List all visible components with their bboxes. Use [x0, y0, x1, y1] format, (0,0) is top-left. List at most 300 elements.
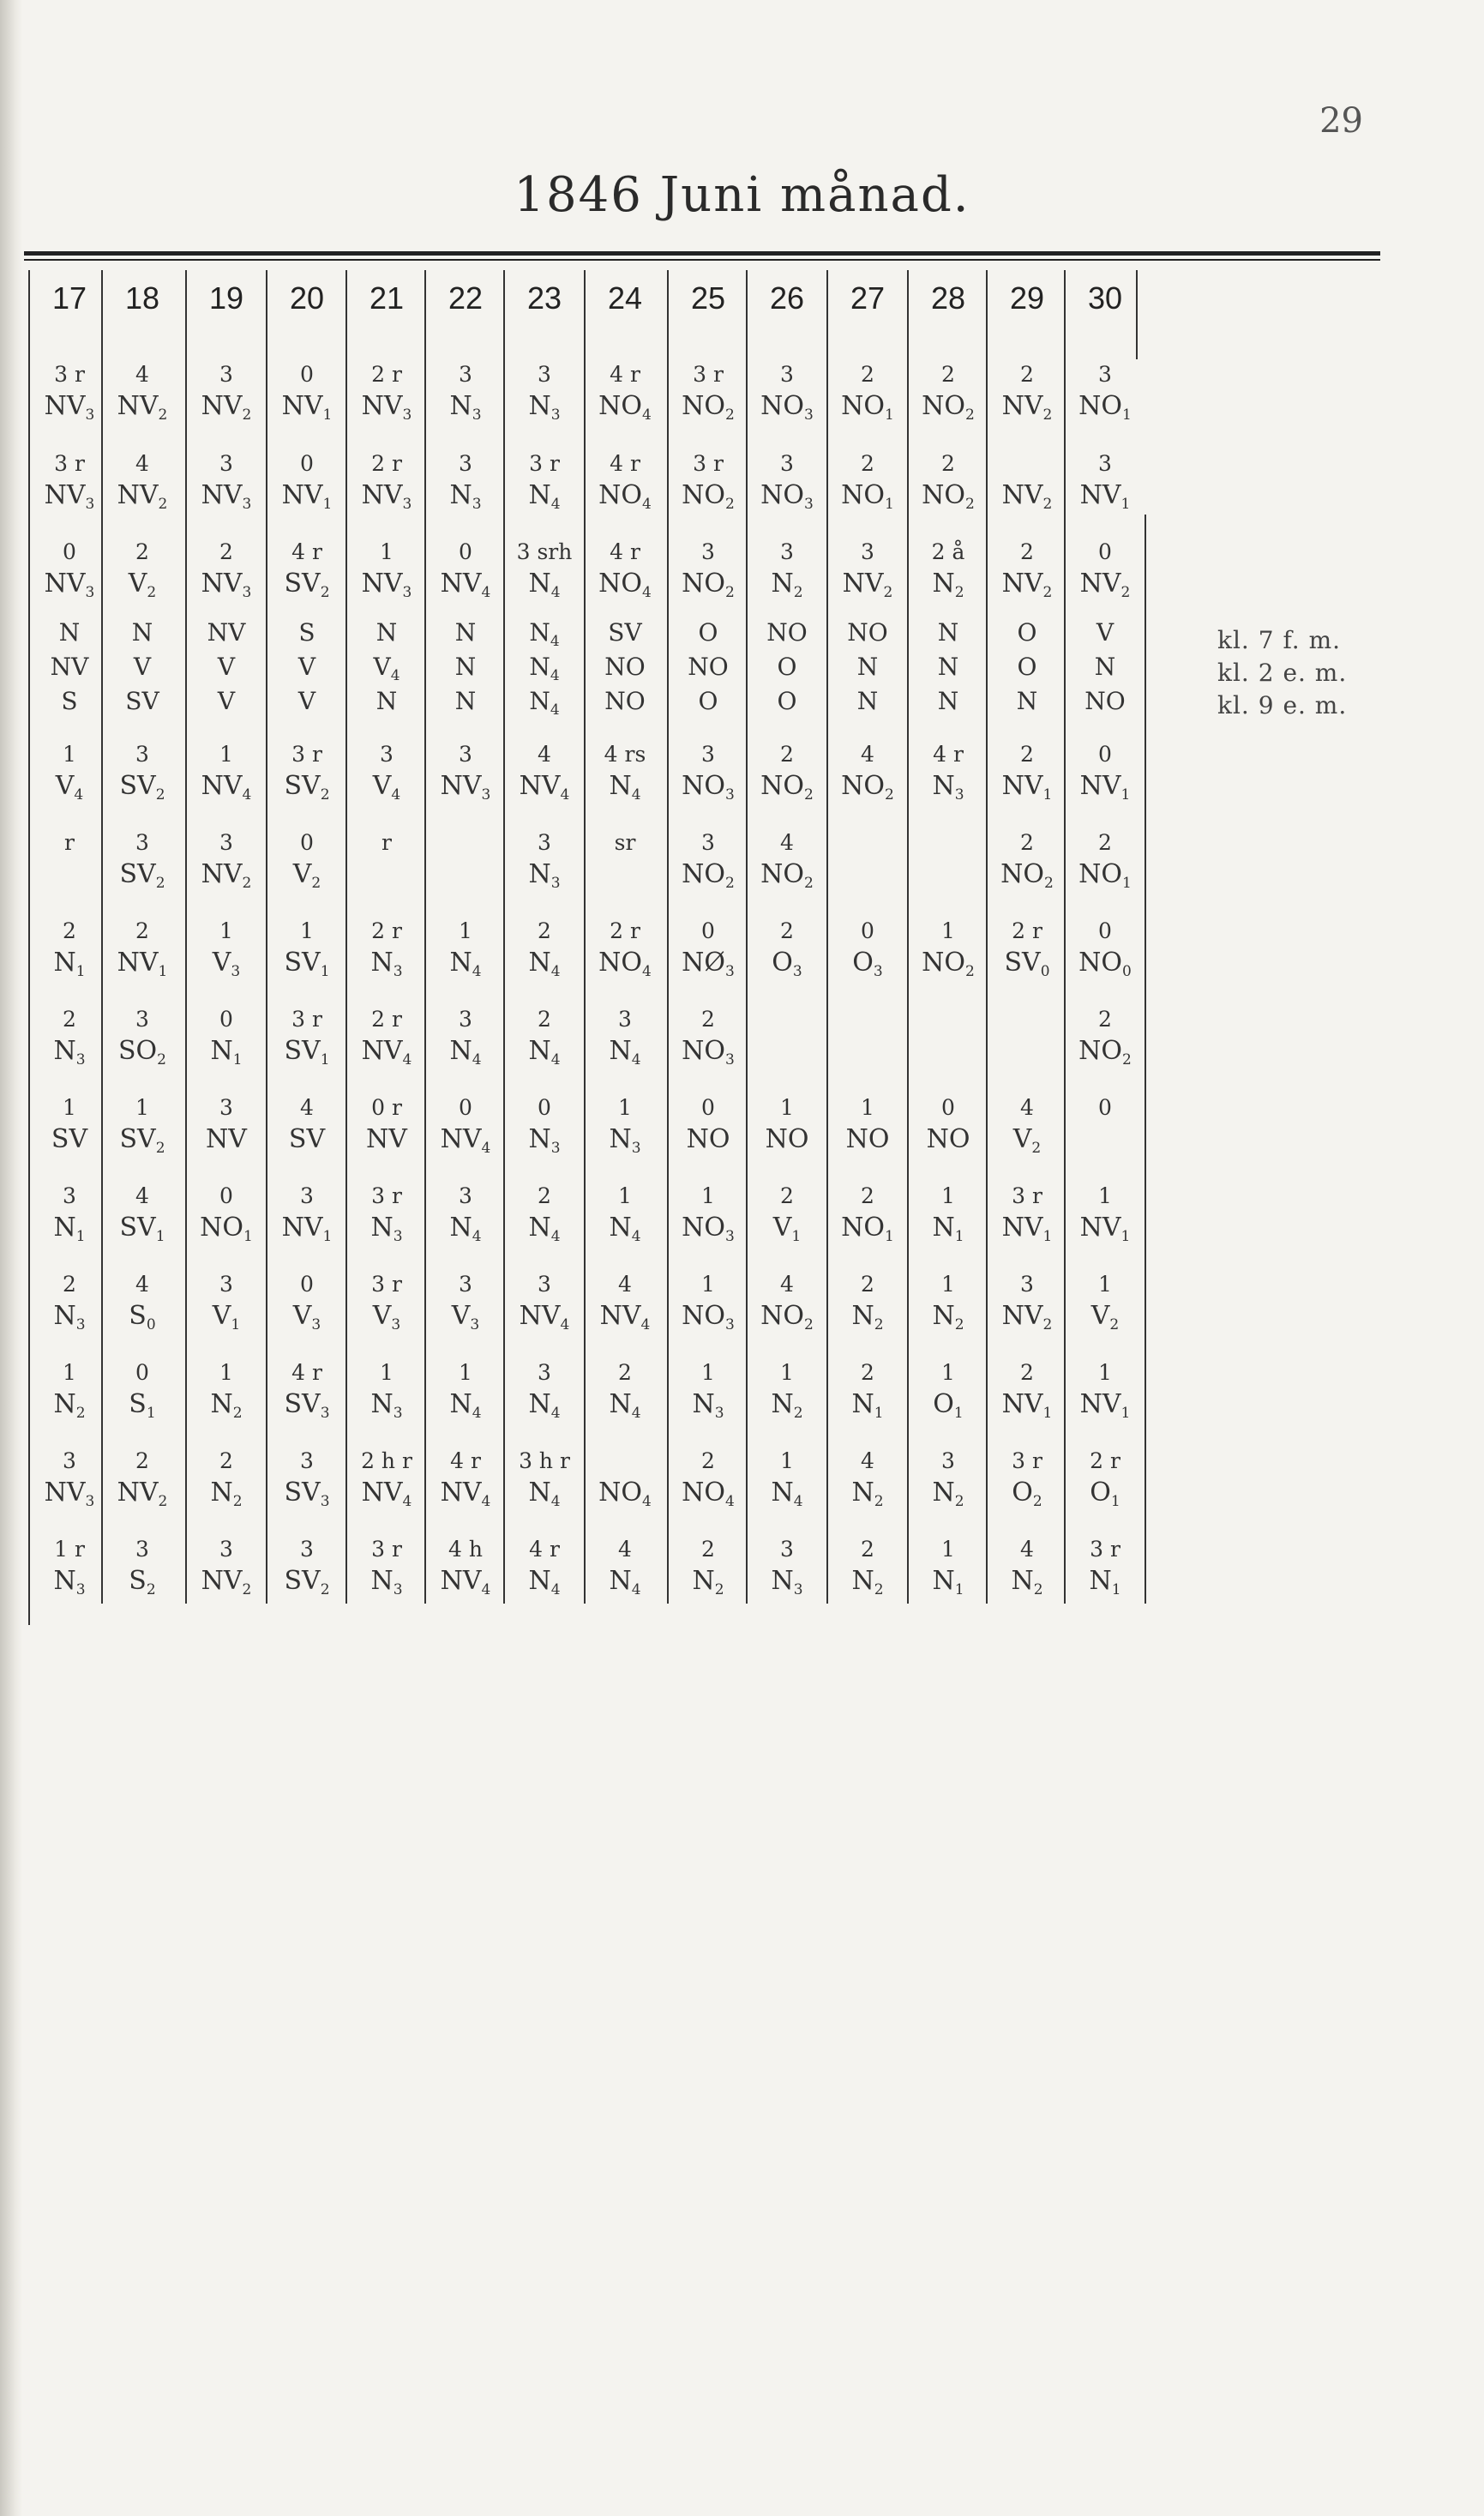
- cell-force: 0: [300, 451, 314, 476]
- table-cell: [669, 538, 748, 601]
- cell-force: 3 r: [529, 451, 560, 476]
- cell-wind-direction: $N_2$: [771, 1389, 803, 1422]
- cell-wind-direction: $N_4$: [449, 948, 482, 980]
- table-cell: [669, 650, 748, 684]
- cell-wind-direction: $N_4$: [528, 948, 561, 980]
- table-cell: [426, 1535, 505, 1598]
- cell-wind-direction: $NO_2$: [760, 771, 814, 804]
- cell-force: 1: [941, 1360, 955, 1385]
- cell-wind-direction: O: [777, 687, 797, 715]
- cell-force: 1: [861, 1095, 874, 1120]
- cell-wind-direction: $NV_4$: [440, 1566, 491, 1598]
- table-cell: [988, 1270, 1066, 1333]
- table-cell: [909, 360, 988, 424]
- table-cell: [988, 740, 1066, 804]
- table-cell: [103, 1270, 182, 1333]
- table-cell: [669, 1535, 748, 1598]
- column-header-21: 21: [369, 280, 405, 316]
- cell-force: 2: [219, 539, 233, 564]
- cell-force: 2: [861, 1183, 874, 1208]
- table-cell: [30, 917, 109, 980]
- cell-force: 3 r: [371, 1537, 402, 1562]
- cell-wind-direction: $V_2$: [292, 859, 321, 892]
- cell-wind-direction: $NV_1$: [1079, 771, 1131, 804]
- table-cell: [748, 449, 826, 513]
- table-cell: [669, 616, 748, 650]
- cell-force: 4: [618, 1537, 632, 1562]
- cell-wind-direction: $N_3$: [449, 391, 482, 424]
- table-cell: [347, 828, 426, 892]
- cell-wind-direction: $NO_4$: [598, 391, 652, 424]
- table-cell: [828, 538, 907, 601]
- table-cell: [103, 1005, 182, 1068]
- table-cell: [505, 616, 584, 650]
- table-cell: [103, 449, 182, 513]
- cell-force: 4: [861, 742, 874, 767]
- table-cell: [586, 449, 664, 513]
- table-cell: [669, 740, 748, 804]
- cell-wind-direction: V: [217, 687, 236, 715]
- cell-force: [828, 828, 907, 858]
- cell-wind-direction: $NO_2$: [760, 1301, 814, 1333]
- cell-force: 3: [1098, 451, 1112, 476]
- cell-force: 2: [63, 1272, 76, 1297]
- table-cell: [669, 1182, 748, 1245]
- table-cell: [267, 1535, 346, 1598]
- cell-force: 4 r: [291, 1360, 322, 1385]
- column-header-17: 17: [51, 280, 87, 316]
- table-cell: [909, 684, 988, 719]
- cell-wind-direction: $SV_0$: [1004, 948, 1050, 980]
- cell-wind-direction: SV: [288, 1124, 326, 1154]
- cell-force: 3: [135, 1537, 149, 1562]
- cell-wind-direction: $NO_2$: [682, 391, 735, 424]
- cell-force: 1: [1098, 1360, 1112, 1385]
- column-header-20: 20: [289, 280, 325, 316]
- time-note-evening: kl. 9 e. m.: [1217, 691, 1348, 719]
- cell-force: 1: [219, 1360, 233, 1385]
- cell-force: 2 r: [1012, 918, 1042, 943]
- cell-wind-direction: NV: [207, 618, 246, 647]
- cell-force: 0: [701, 918, 715, 943]
- cell-wind-direction: [828, 858, 907, 892]
- table-cell: [347, 1447, 426, 1510]
- table-cell: [909, 828, 988, 892]
- cell-force: 3 r: [1012, 1183, 1042, 1208]
- table-cell: [828, 650, 907, 684]
- cell-wind-direction: $S_2$: [129, 1566, 156, 1598]
- cell-force: 3: [219, 362, 233, 387]
- cell-wind-direction: $NV_2$: [1079, 569, 1131, 601]
- cell-wind-direction: $N_4$: [609, 1566, 641, 1598]
- column-header-26: 26: [769, 280, 805, 316]
- cell-wind-direction: $N_2$: [53, 1389, 86, 1422]
- table-cell: [748, 740, 826, 804]
- table-cell: [347, 1182, 426, 1245]
- table-cell: [586, 684, 664, 719]
- cell-wind-direction: $N_3$: [53, 1301, 86, 1333]
- cell-wind-direction: $N_1$: [53, 1213, 86, 1245]
- table-cell: [30, 616, 109, 650]
- cell-wind-direction: V: [297, 687, 316, 715]
- cell-wind-direction: $NV_3$: [361, 391, 412, 424]
- cell-force: 1: [459, 1360, 472, 1385]
- cell-force: [988, 1005, 1066, 1034]
- table-cell: [347, 616, 426, 650]
- cell-wind-direction: $V_3$: [451, 1301, 480, 1333]
- table-cell: [426, 740, 505, 804]
- table-cell: [187, 650, 266, 684]
- table-cell: [426, 1093, 505, 1157]
- cell-force: 1: [618, 1095, 632, 1120]
- cell-force: 1 r: [54, 1537, 85, 1562]
- table-cell: [30, 360, 109, 424]
- cell-force: r: [382, 830, 392, 855]
- table-cell: [909, 1093, 988, 1157]
- cell-force: 4: [1020, 1095, 1034, 1120]
- cell-wind-direction: $N_4$: [609, 1389, 641, 1422]
- cell-wind-direction: $NV_4$: [440, 1124, 491, 1157]
- table-cell: [30, 684, 109, 719]
- cell-force: 3 r: [54, 362, 85, 387]
- cell-wind-direction: $N_4$: [528, 1478, 561, 1510]
- table-cell: [586, 360, 664, 424]
- cell-force: 3 h r: [519, 1448, 570, 1473]
- cell-wind-direction: $O_1$: [933, 1389, 964, 1422]
- cell-wind-direction: $NO_4$: [598, 948, 652, 980]
- table-cell: [426, 1005, 505, 1068]
- cell-wind-direction: N: [856, 687, 879, 715]
- cell-force: 3: [941, 1448, 955, 1473]
- table-cell: [103, 1182, 182, 1245]
- cell-wind-direction: SV: [608, 618, 642, 647]
- table-cell: [426, 684, 505, 719]
- table-cell: [267, 650, 346, 684]
- cell-force: 3: [780, 539, 794, 564]
- table-cell: [267, 684, 346, 719]
- table-cell: [909, 449, 988, 513]
- table-cell: [586, 1358, 664, 1422]
- cell-wind-direction: $V_2$: [1012, 1124, 1042, 1157]
- cell-wind-direction: $N_3$: [370, 1566, 403, 1598]
- table-cell: [988, 1535, 1066, 1598]
- cell-wind-direction: O: [777, 653, 797, 681]
- top-rule-thin: [24, 259, 1380, 261]
- cell-wind-direction: $N_2$: [1011, 1566, 1043, 1598]
- cell-wind-direction: $N_3$: [771, 1566, 803, 1598]
- table-cell: [748, 650, 826, 684]
- table-cell: [267, 538, 346, 601]
- cell-force: 3: [459, 742, 472, 767]
- table-cell: [103, 616, 182, 650]
- cell-wind-direction: $N_1$: [932, 1213, 964, 1245]
- cell-force: 3: [300, 1183, 314, 1208]
- table-cell: [187, 740, 266, 804]
- cell-wind-direction: $V_3$: [212, 948, 241, 980]
- table-cell: [103, 1447, 182, 1510]
- cell-force: 1: [780, 1360, 794, 1385]
- cell-wind-direction: NV: [206, 1124, 247, 1154]
- cell-wind-direction: $NV_4$: [440, 1478, 491, 1510]
- table-cell: [347, 650, 426, 684]
- table-cell: [988, 360, 1066, 424]
- cell-force: 2 r: [371, 1007, 402, 1032]
- table-cell: [505, 1535, 584, 1598]
- cell-wind-direction: [347, 858, 426, 892]
- cell-wind-direction: $NV_1$: [1001, 771, 1053, 804]
- table-cell: [1066, 1358, 1145, 1422]
- table-cell: [828, 616, 907, 650]
- table-cell: [828, 684, 907, 719]
- cell-force: [748, 1005, 826, 1034]
- table-cell: [103, 360, 182, 424]
- table-cell: [30, 449, 109, 513]
- table-cell: [1066, 1447, 1145, 1510]
- table-cell: [669, 684, 748, 719]
- cell-wind-direction: $NV_4$: [519, 771, 570, 804]
- cell-wind-direction: $NO_4$: [598, 480, 652, 513]
- cell-wind-direction: $NV_2$: [201, 391, 252, 424]
- cell-wind-direction: S: [61, 687, 78, 715]
- table-cell: [505, 538, 584, 601]
- cell-force: 4: [135, 451, 149, 476]
- cell-force: 3: [538, 362, 551, 387]
- table-cell: [988, 1447, 1066, 1510]
- cell-force: 1: [459, 918, 472, 943]
- cell-wind-direction: V: [1096, 618, 1115, 647]
- cell-wind-direction: $SO_2$: [118, 1036, 166, 1068]
- page-edge-shadow: [0, 0, 22, 2516]
- table-cell: [426, 360, 505, 424]
- cell-force: 1: [380, 1360, 394, 1385]
- cell-wind-direction: $O_3$: [852, 948, 883, 980]
- table-cell: [828, 1447, 907, 1510]
- table-cell: [347, 449, 426, 513]
- cell-wind-direction: $NV_2$: [842, 569, 893, 601]
- cell-force: 1: [380, 539, 394, 564]
- cell-force: 0: [300, 1272, 314, 1297]
- table-cell: [103, 917, 182, 980]
- cell-force: 3: [459, 362, 472, 387]
- cell-wind-direction: $N_3$: [528, 1124, 561, 1157]
- table-cell: [30, 650, 109, 684]
- table-cell: [426, 828, 505, 892]
- cell-force: 2 r: [1090, 1448, 1121, 1473]
- cell-wind-direction: N: [937, 653, 959, 681]
- table-cell: [426, 917, 505, 980]
- table-cell: [187, 1005, 266, 1068]
- cell-wind-direction: $N_3$: [370, 948, 403, 980]
- cell-force: 2: [219, 1448, 233, 1473]
- cell-force: 4: [300, 1095, 314, 1120]
- cell-force: 3: [1020, 1272, 1034, 1297]
- table-cell: [505, 1005, 584, 1068]
- cell-force: 3: [219, 830, 233, 855]
- table-cell: [187, 1270, 266, 1333]
- cell-wind-direction: $NV_4$: [361, 1036, 412, 1068]
- table-cell: [988, 650, 1066, 684]
- cell-force: 3 r: [291, 1007, 322, 1032]
- table-cell: [909, 740, 988, 804]
- cell-force: 0: [219, 1183, 233, 1208]
- cell-wind-direction: $NO_3$: [682, 1213, 735, 1245]
- table-cell: [505, 650, 584, 684]
- cell-force: 2: [861, 1537, 874, 1562]
- cell-wind-direction: $N_4$: [528, 1566, 561, 1598]
- cell-force: 0: [300, 830, 314, 855]
- column-divider: [1145, 515, 1146, 1604]
- cell-wind-direction: SV: [51, 1124, 88, 1154]
- cell-wind-direction: NV: [366, 1124, 407, 1154]
- cell-force: 3: [459, 451, 472, 476]
- cell-force: 1: [618, 1183, 632, 1208]
- cell-wind-direction: $NV_4$: [361, 1478, 412, 1510]
- table-cell: [505, 1447, 584, 1510]
- column-header-24: 24: [607, 280, 643, 316]
- cell-force: 3: [538, 1272, 551, 1297]
- cell-wind-direction: $N_2$: [932, 569, 964, 601]
- cell-force: 2: [941, 362, 955, 387]
- cell-wind-direction: $N_2$: [692, 1566, 724, 1598]
- cell-wind-direction: $NV_2$: [1001, 480, 1053, 513]
- cell-force: 1: [1098, 1272, 1112, 1297]
- cell-force: 3: [219, 1095, 233, 1120]
- cell-wind-direction: $NV_1$: [1079, 1389, 1131, 1422]
- cell-wind-direction: $NV_1$: [281, 480, 333, 513]
- cell-wind-direction: $N_4$: [528, 569, 561, 601]
- cell-force: 2: [135, 1448, 149, 1473]
- table-cell: [1066, 1182, 1145, 1245]
- cell-wind-direction: [909, 1034, 988, 1068]
- cell-wind-direction: $NV_2$: [1001, 1301, 1053, 1333]
- table-cell: [988, 449, 1066, 513]
- cell-wind-direction: [1066, 1123, 1145, 1157]
- table-cell: [748, 1270, 826, 1333]
- cell-wind-direction: $V_4$: [372, 771, 401, 804]
- cell-wind-direction: NO: [766, 618, 808, 647]
- table-cell: [103, 1358, 182, 1422]
- table-cell: [347, 1093, 426, 1157]
- cell-wind-direction: N: [454, 687, 477, 715]
- cell-force: 1: [780, 1095, 794, 1120]
- cell-wind-direction: N: [454, 618, 477, 647]
- table-cell: [187, 449, 266, 513]
- cell-wind-direction: $N_4$: [529, 653, 560, 684]
- cell-force: 4: [780, 830, 794, 855]
- table-cell: [30, 1535, 109, 1598]
- cell-wind-direction: $N_4$: [609, 1036, 641, 1068]
- cell-wind-direction: $SV_1$: [284, 948, 330, 980]
- cell-force: 2: [1020, 539, 1034, 564]
- cell-wind-direction: $N_3$: [370, 1213, 403, 1245]
- cell-wind-direction: $NØ_3$: [682, 948, 735, 980]
- cell-force: 0 r: [371, 1095, 402, 1120]
- cell-force: 0: [1098, 918, 1112, 943]
- cell-wind-direction: $N_2$: [771, 569, 803, 601]
- table-cell: [187, 360, 266, 424]
- table-cell: [505, 740, 584, 804]
- table-cell: [586, 1447, 664, 1510]
- cell-force: [586, 1447, 664, 1476]
- cell-wind-direction: $N_4$: [449, 1036, 482, 1068]
- cell-wind-direction: O: [698, 618, 718, 647]
- table-cell: [669, 1005, 748, 1068]
- cell-wind-direction: $NO_1$: [841, 480, 894, 513]
- cell-wind-direction: $NV_3$: [44, 391, 95, 424]
- cell-wind-direction: $N_1$: [210, 1036, 243, 1068]
- cell-force: 1: [941, 1537, 955, 1562]
- cell-wind-direction: [426, 858, 505, 892]
- cell-force: 2 r: [371, 362, 402, 387]
- cell-force: 2 å: [931, 539, 965, 564]
- column-header-29: 29: [1009, 280, 1045, 316]
- table-cell: [1066, 650, 1145, 684]
- cell-wind-direction: $NO_1$: [1078, 391, 1132, 424]
- table-cell: [828, 360, 907, 424]
- cell-force: 2: [861, 1360, 874, 1385]
- table-cell: [347, 538, 426, 601]
- cell-force: 3 r: [291, 742, 322, 767]
- cell-wind-direction: $SV_3$: [284, 1478, 330, 1510]
- cell-force: 2: [701, 1448, 715, 1473]
- cell-wind-direction: V: [217, 653, 236, 681]
- table-cell: [988, 1005, 1066, 1068]
- cell-force: [909, 828, 988, 858]
- table-cell: [1066, 449, 1145, 513]
- cell-force: sr: [614, 830, 636, 855]
- table-cell: [1066, 828, 1145, 892]
- cell-wind-direction: NO: [688, 653, 729, 681]
- table-cell: [267, 917, 346, 980]
- cell-force: 2: [63, 1007, 76, 1032]
- table-cell: [505, 1182, 584, 1245]
- table-cell: [267, 828, 346, 892]
- cell-wind-direction: $N_2$: [210, 1478, 243, 1510]
- table-cell: [748, 684, 826, 719]
- cell-force: 1: [941, 918, 955, 943]
- cell-wind-direction: $NO_2$: [760, 859, 814, 892]
- table-cell: [748, 917, 826, 980]
- table-cell: [187, 684, 266, 719]
- table-cell: [748, 1093, 826, 1157]
- cell-wind-direction: $NO_2$: [922, 948, 975, 980]
- table-cell: [103, 740, 182, 804]
- cell-force: 2 r: [371, 451, 402, 476]
- cell-wind-direction: $NV_1$: [1079, 1213, 1131, 1245]
- cell-force: 1: [219, 918, 233, 943]
- table-cell: [586, 828, 664, 892]
- cell-wind-direction: $NV_3$: [44, 1478, 95, 1510]
- cell-wind-direction: N: [937, 618, 959, 647]
- cell-wind-direction: $N_3$: [53, 1036, 86, 1068]
- cell-wind-direction: $NV_2$: [117, 480, 168, 513]
- cell-force: 3 srh: [516, 539, 573, 564]
- table-cell: [988, 1182, 1066, 1245]
- table-cell: [828, 449, 907, 513]
- table-cell: [988, 1093, 1066, 1157]
- cell-wind-direction: $N_3$: [449, 480, 482, 513]
- table-cell: [347, 1005, 426, 1068]
- table-cell: [347, 684, 426, 719]
- cell-wind-direction: $NO_4$: [598, 569, 652, 601]
- table-cell: [347, 360, 426, 424]
- cell-force: 2: [538, 918, 551, 943]
- cell-wind-direction: $NO_2$: [922, 391, 975, 424]
- cell-force: 1: [63, 1360, 76, 1385]
- table-cell: [748, 1182, 826, 1245]
- cell-wind-direction: $SV_2$: [119, 1124, 165, 1157]
- cell-wind-direction: $NO_2$: [682, 480, 735, 513]
